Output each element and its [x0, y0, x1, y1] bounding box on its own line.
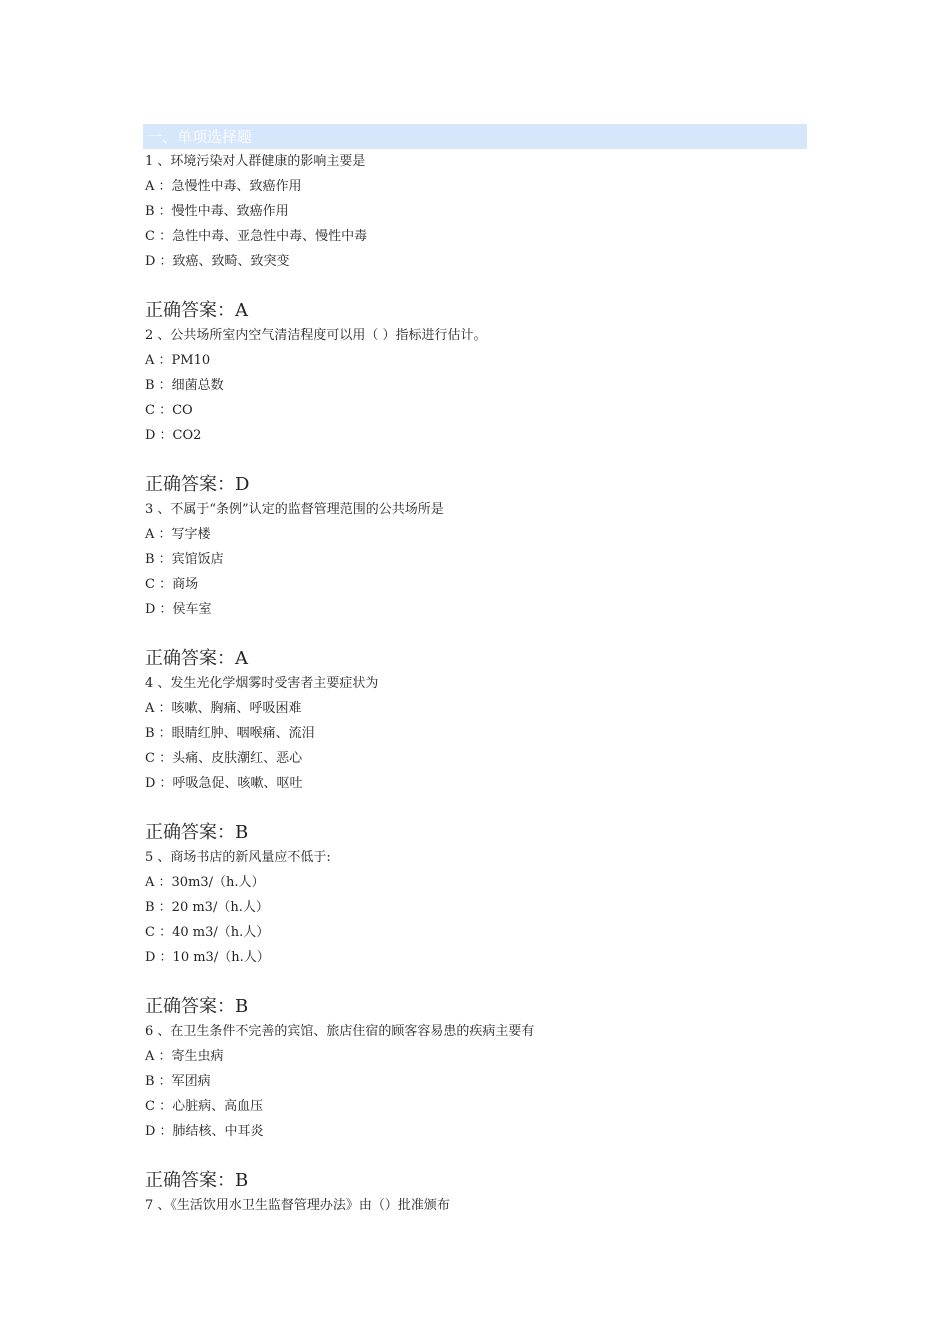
option-c: C ：商场: [145, 577, 199, 592]
question-list: [145, 149, 815, 1218]
option-c: C ：40 m3/（h.人）: [145, 925, 270, 940]
option-c: C ：急性中毒、亚急性中毒、慢性中毒: [145, 229, 368, 244]
option-a: A ：急慢性中毒、致癌作用: [145, 179, 302, 194]
option-b: B ：军团病: [145, 1074, 211, 1089]
option-a: A ：PM10: [145, 353, 211, 368]
option-b: B ：眼睛红肿、咽喉痛、流泪: [145, 726, 315, 741]
option-d: D ：CO2: [145, 428, 202, 443]
option-d: D ：肺结核、中耳炎: [145, 1124, 264, 1139]
answer-value: B: [235, 996, 249, 1017]
correct-answer: [145, 1144, 815, 1193]
answer-value: B: [235, 1170, 249, 1191]
option-a: A ：咳嗽、胸痛、呼吸困难: [145, 701, 302, 716]
answer-value: A: [235, 300, 248, 321]
correct-answer: [145, 796, 815, 845]
answer-prefix: 正确答案：: [145, 996, 235, 1017]
option-a: A ：30m3/（h.人）: [145, 875, 265, 890]
answer-prefix: 正确答案：: [145, 474, 235, 495]
option-c: C ：CO: [145, 403, 193, 418]
question-7: [145, 1193, 815, 1218]
question-stem: 7 、《生活饮用水卫生监督管理办法》由（）批准颁布: [145, 1198, 450, 1213]
answer-prefix: 正确答案：: [145, 300, 235, 321]
question-stem: 2 、公共场所室内空气清洁程度可以用（ ）指标进行估计。: [145, 328, 487, 343]
correct-answer: [145, 274, 815, 323]
option-b: B ：20 m3/（h.人）: [145, 900, 269, 915]
option-d: D ：致癌、致畸、致突变: [145, 254, 290, 269]
question-4: [145, 671, 815, 845]
correct-answer: [145, 448, 815, 497]
answer-value: A: [235, 648, 248, 669]
answer-prefix: 正确答案：: [145, 1170, 235, 1191]
option-c: C ：头痛、皮肤潮红、恶心: [145, 751, 303, 766]
correct-answer: [145, 970, 815, 1019]
question-6: [145, 1019, 815, 1193]
option-b: B ：细菌总数: [145, 378, 224, 393]
question-3: [145, 497, 815, 671]
question-stem: 1 、环境污染对人群健康的影响主要是: [145, 154, 366, 169]
option-b: B ：慢性中毒、致癌作用: [145, 204, 289, 219]
question-stem: 3 、不属于“条例”认定的监督管理范围的公共场所是: [145, 502, 444, 517]
question-5: [145, 845, 815, 1019]
option-c: C ：心脏病、高血压: [145, 1099, 264, 1114]
option-a: A ：寄生虫病: [145, 1049, 224, 1064]
question-1: [145, 149, 815, 323]
answer-value: B: [235, 822, 249, 843]
option-b: B ：宾馆饭店: [145, 552, 224, 567]
correct-answer: [145, 622, 815, 671]
option-d: D ：呼吸急促、咳嗽、呕吐: [145, 776, 303, 791]
question-stem: 4 、发生光化学烟雾时受害者主要症状为: [145, 676, 379, 691]
question-stem: 5 、商场书店的新风量应不低于:: [145, 850, 331, 865]
option-d: D ：侯车室: [145, 602, 212, 617]
question-stem: 6 、在卫生条件不完善的宾馆、旅店住宿的顾客容易患的疾病主要有: [145, 1024, 535, 1039]
question-2: [145, 323, 815, 497]
answer-prefix: 正确答案：: [145, 648, 235, 669]
answer-value: D: [235, 474, 250, 495]
section-title: 一、单项选择题: [143, 124, 807, 149]
answer-prefix: 正确答案：: [145, 822, 235, 843]
option-a: A ：写字楼: [145, 527, 211, 542]
option-d: D ：10 m3/（h.人）: [145, 950, 270, 965]
